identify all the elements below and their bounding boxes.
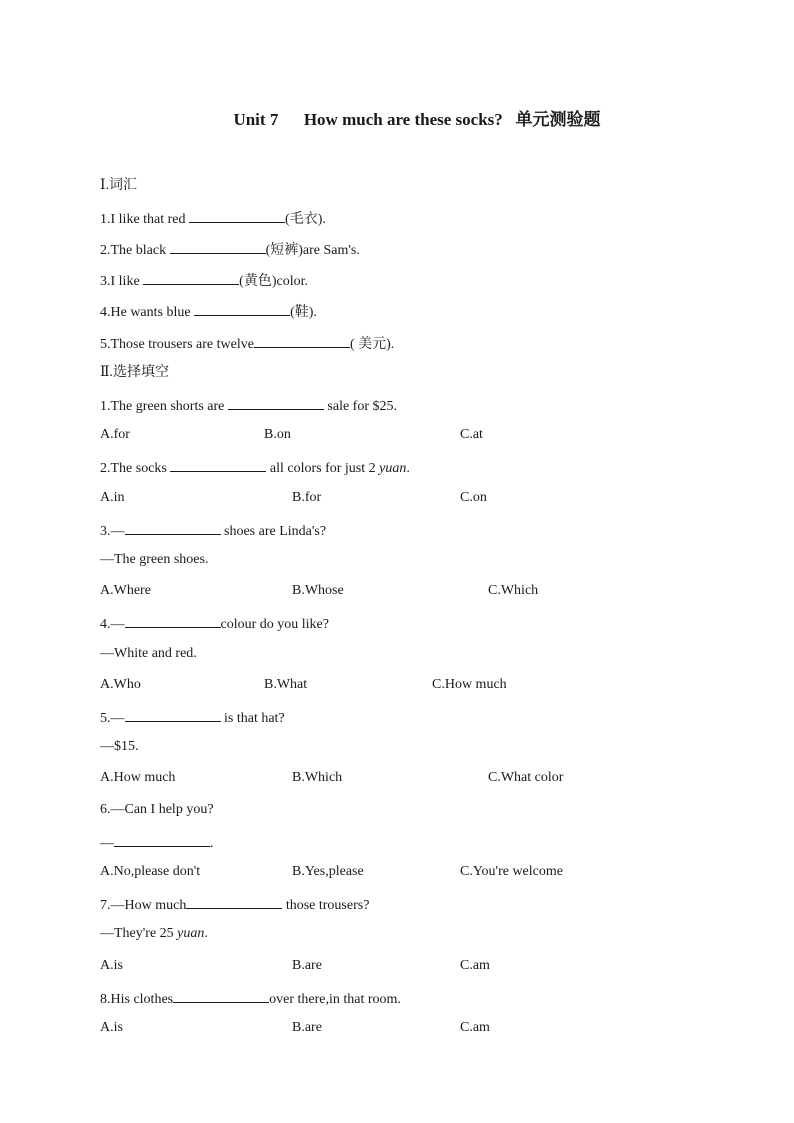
question-7-text-end: those trousers?: [282, 898, 370, 913]
q8-option-c[interactable]: C.am: [460, 1020, 490, 1035]
question-8-text-end: over there,in that room.: [269, 992, 401, 1007]
question-2-currency: yuan: [379, 461, 407, 476]
vocab-item-4: [100, 301, 317, 322]
vocab-item-4-hint: (鞋).: [290, 305, 317, 320]
question-2-text: 2.The socks: [100, 461, 171, 476]
q4-option-b[interactable]: B.What: [264, 677, 308, 692]
question-1: [100, 395, 397, 416]
question-5-text: 5.—: [100, 711, 125, 726]
q6-option-b[interactable]: B.Yes,please: [292, 864, 364, 879]
q5-option-c[interactable]: C.What color: [488, 770, 564, 785]
q7-option-c[interactable]: C.am: [460, 958, 490, 973]
question-8: [100, 988, 401, 1009]
q7-option-a[interactable]: A.is: [100, 958, 123, 973]
question-6-dash: —: [100, 836, 114, 851]
question-4-text-end: colour do you like?: [220, 617, 329, 632]
vocab-item-5-text: 5.Those trousers are twelve: [100, 337, 254, 352]
question-4: [100, 613, 329, 634]
answer-blank[interactable]: [125, 613, 221, 628]
title-question: How much are these socks?: [303, 110, 503, 129]
vocab-item-1: [100, 208, 326, 229]
q4-option-a[interactable]: A.Who: [100, 677, 141, 692]
q3-option-b[interactable]: B.Whose: [292, 583, 344, 598]
q2-option-b[interactable]: B.for: [292, 490, 322, 505]
q6-option-c[interactable]: C.You're welcome: [460, 864, 563, 879]
answer-blank[interactable]: [170, 457, 266, 472]
question-3: [100, 520, 326, 541]
q6-option-a[interactable]: A.No,please don't: [100, 864, 201, 879]
q7-option-b[interactable]: B.are: [292, 958, 322, 973]
answer-blank[interactable]: [189, 208, 285, 223]
question-2-text-end: all colors for just 2: [266, 461, 380, 476]
answer-blank[interactable]: [125, 707, 221, 722]
vocab-item-3-hint: (黄色)color.: [239, 274, 308, 289]
q5-option-b[interactable]: B.Which: [292, 770, 343, 785]
section1-heading: Ⅰ.词汇: [100, 178, 138, 193]
vocab-item-4-text: 4.He wants blue: [100, 305, 195, 320]
answer-blank[interactable]: [254, 333, 350, 348]
question-6-answer: [100, 832, 214, 853]
question-3-answer: —The green shoes.: [100, 552, 209, 567]
question-5-text-end: is that hat?: [220, 711, 285, 726]
answer-blank[interactable]: [186, 894, 282, 909]
vocab-item-1-hint: (毛衣).: [285, 212, 326, 227]
question-7-answer: [100, 925, 208, 943]
page-title: [0, 105, 794, 130]
q1-option-a[interactable]: A.for: [100, 427, 130, 442]
vocab-item-2-hint: (短裤)are Sam's.: [265, 243, 360, 258]
vocab-item-2: [100, 239, 360, 260]
question-6-period: .: [210, 836, 214, 851]
question-3-text: 3.—: [100, 524, 125, 539]
q3-option-c[interactable]: C.Which: [488, 583, 539, 598]
title-unit: Unit 7: [233, 110, 279, 129]
question-7-currency: yuan: [177, 926, 205, 941]
question-7: [100, 894, 369, 915]
question-6: 6.—Can I help you?: [100, 802, 214, 817]
vocab-item-5: [100, 333, 394, 354]
question-2-period: .: [406, 461, 410, 476]
answer-blank[interactable]: [114, 832, 210, 847]
q8-option-a[interactable]: A.is: [100, 1020, 123, 1035]
q2-option-c[interactable]: C.on: [460, 490, 487, 505]
q4-option-c[interactable]: C.How much: [432, 677, 507, 692]
question-2: [100, 457, 410, 478]
title-suffix: 单元测验题: [515, 110, 601, 129]
q8-option-b[interactable]: B.are: [292, 1020, 322, 1035]
answer-blank[interactable]: [125, 520, 221, 535]
section2-heading: Ⅱ.选择填空: [100, 365, 170, 380]
question-4-text: 4.—: [100, 617, 125, 632]
vocab-item-3: [100, 270, 308, 291]
question-1-text-end: sale for $25.: [323, 399, 397, 414]
vocab-item-2-text: 2.The black: [100, 243, 170, 258]
q1-option-b[interactable]: B.on: [264, 427, 291, 442]
answer-blank[interactable]: [228, 395, 324, 410]
answer-blank[interactable]: [194, 301, 290, 316]
question-5: [100, 707, 285, 728]
question-7-answer-text: —They're 25: [100, 926, 178, 941]
question-1-text: 1.The green shorts are: [100, 399, 228, 414]
q2-option-a[interactable]: A.in: [100, 490, 125, 505]
q5-option-a[interactable]: A.How much: [100, 770, 176, 785]
q3-option-a[interactable]: A.Where: [100, 583, 151, 598]
question-7-text: 7.—How much: [100, 898, 187, 913]
answer-blank[interactable]: [170, 239, 266, 254]
answer-blank[interactable]: [143, 270, 239, 285]
question-4-answer: —White and red.: [100, 646, 197, 661]
question-3-text-end: shoes are Linda's?: [220, 524, 327, 539]
question-5-answer: —$15.: [100, 739, 139, 754]
answer-blank[interactable]: [173, 988, 269, 1003]
vocab-item-5-hint: ( 美元).: [349, 337, 395, 352]
vocab-item-3-text: 3.I like: [100, 274, 144, 289]
question-7-period: .: [204, 926, 208, 941]
question-8-text: 8.His clothes: [100, 992, 174, 1007]
vocab-item-1-text: 1.I like that red: [100, 212, 190, 227]
q1-option-c[interactable]: C.at: [460, 427, 483, 442]
